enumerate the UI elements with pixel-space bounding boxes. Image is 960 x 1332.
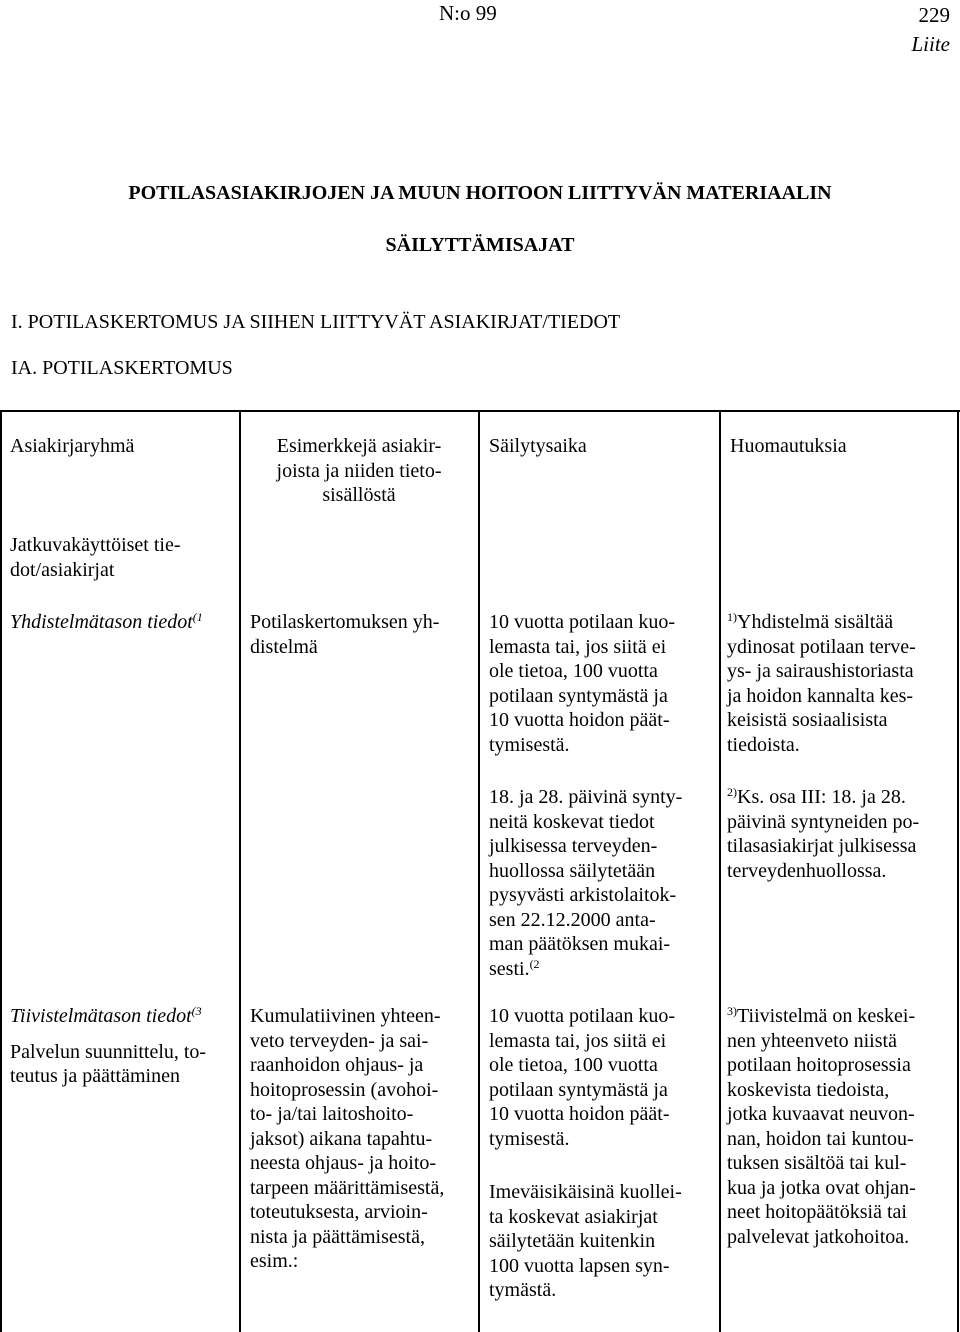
row2-retention-line: tymisestä. <box>489 1127 570 1150</box>
row1-retention2-line: sen 22.12.2000 anta- <box>489 908 656 931</box>
column-header-examples-line: joista ja niiden tieto- <box>276 459 442 482</box>
row2-examples-line: to- ja/tai laitoshoito- <box>250 1103 414 1125</box>
row2-examples <box>250 1004 444 1274</box>
row1-notes2-footnote: 2) <box>727 785 737 799</box>
page-header-right <box>911 1 950 59</box>
row2-retention-line: 10 vuotta potilaan kuo- <box>489 1005 676 1027</box>
row1-retention2-line: sesti. <box>489 957 530 980</box>
row1-retention2-line: huollossa säilytetään <box>489 859 656 882</box>
row1-notes2-line: tilasasiakirjat julkisessa <box>727 835 917 857</box>
row1-notes2-line: terveydenhuollossa. <box>727 859 887 882</box>
row2-examples-line: Kumulatiivinen yhteen- <box>250 1005 441 1027</box>
row1-notes-line: ydinosat potilaan terve- <box>727 635 916 658</box>
row2-examples-line: veto terveyden- ja sai- <box>250 1029 429 1052</box>
row1-examples-line: distelmä <box>250 635 318 658</box>
row1-retention2-line: 18. ja 28. päivinä synty- <box>489 786 683 808</box>
row1-examples <box>250 610 439 659</box>
row1-retention-line: tymisestä. <box>489 733 570 756</box>
row2-group-footnote: (3 <box>191 1004 202 1018</box>
row2-examples-line: esim.: <box>250 1250 299 1272</box>
table-column-divider-1 <box>239 411 241 1332</box>
row2-examples-line: hoitoprosessin (avohoi- <box>250 1078 439 1101</box>
table-top-border <box>0 410 960 412</box>
document-title-line1: POTILASASIAKIRJOJEN JA MUUN HOITOON LIITTYVÄN MATERIAALIN <box>128 182 832 204</box>
row2-retention-line: lemasta tai, jos siitä ei <box>489 1029 667 1052</box>
row1-notes-line: ja hoidon kannalta kes- <box>727 684 914 707</box>
row1-retention2-line: julkisessa terveyden- <box>489 835 658 857</box>
row2-group-text: Tiivistelmätason tiedot <box>10 1005 192 1027</box>
issue-number: N:o 99 <box>439 1 497 25</box>
column-header-retention: Säilytysaika <box>489 435 587 457</box>
row2-notes-line: tuksen sisältöä tai kul- <box>727 1152 907 1174</box>
column-header-examples-line: sisällöstä <box>322 484 396 506</box>
appendix-label: Liite <box>911 32 950 56</box>
row2-retention2-line: ta koskevat asiakirjat <box>489 1205 658 1228</box>
column-header-examples-line: Esimerkkejä asiakir- <box>276 435 442 457</box>
row1-notes-first-line <box>727 610 916 635</box>
row2-notes-first-line <box>727 1004 916 1029</box>
row1-notes-line: ys- ja sairaushistoriasta <box>727 660 914 682</box>
row2-retention-line: 10 vuotta hoidon päät- <box>489 1103 670 1125</box>
row2-retention-line: ole tietoa, 100 vuotta <box>489 1054 658 1076</box>
row1-group-text: Yhdistelmätason tiedot <box>10 611 193 633</box>
row2-notes-line: palvelevat jatkohoitoa. <box>727 1225 910 1248</box>
page-number: 229 <box>918 3 950 27</box>
column-header-examples <box>240 434 478 508</box>
row1-notes-line: tiedoista. <box>727 733 800 756</box>
row1-retention-line: lemasta tai, jos siitä ei <box>489 635 667 658</box>
row1-notes-line: Yhdistelmä sisältää <box>737 611 894 633</box>
table-border-left <box>0 411 2 1332</box>
row2-notes-line: neet hoitopäätöksiä tai <box>727 1201 907 1223</box>
row2-retention2-line: Imeväisikäisinä kuollei- <box>489 1181 682 1203</box>
row2-examples-line: nista ja päättämisestä, <box>250 1225 425 1248</box>
row1-retention-line: potilaan syntymästä ja <box>489 684 668 707</box>
group-continuous-line: Jatkuvakäyttöiset tie- <box>10 534 181 556</box>
row2-examples-line: raanhoidon ohjaus- ja <box>250 1054 424 1076</box>
table-border-right <box>957 411 959 1332</box>
row2-group-title <box>10 1004 206 1029</box>
row1-retention-line: 10 vuotta hoidon päät- <box>489 709 670 731</box>
section-heading: I. POTILASKERTOMUS JA SIIHEN LIITTYVÄT ASIAKIRJAT/TIEDOT <box>11 311 621 333</box>
row1-retention2-line: man päätöksen mukai- <box>489 933 671 955</box>
row2-retention2-line: tymästä. <box>489 1279 557 1301</box>
table-column-divider-3 <box>719 411 721 1332</box>
row2-examples-line: tarpeen määrittämisestä, <box>250 1176 445 1199</box>
row1-group <box>10 610 203 635</box>
column-header-group: Asiakirjaryhmä <box>10 435 135 457</box>
group-continuous-line: dot/asiakirjat <box>10 558 115 581</box>
row1-retention2-footnote: (2 <box>529 956 540 971</box>
row1-retention2-line: pysyvästi arkistolaitok- <box>489 884 677 906</box>
row1-retention-line: 10 vuotta potilaan kuo- <box>489 611 676 633</box>
row2-group-sub-line: Palvelun suunnittelu, to- <box>10 1040 207 1063</box>
row1-examples-line: Potilaskertomuksen yh- <box>250 611 440 633</box>
row2-retention-1 <box>489 1004 675 1151</box>
row2-notes <box>727 1004 916 1249</box>
row2-retention-2 <box>489 1180 682 1303</box>
column-header-notes: Huomautuksia <box>730 435 847 457</box>
row2-group-sub <box>10 1040 206 1089</box>
row2-notes-line: kua ja jotka ovat ohjan- <box>727 1176 916 1199</box>
row1-notes-footnote: 1) <box>727 610 737 624</box>
row2-examples-line: toteutuksesta, arvioin- <box>250 1201 428 1223</box>
row1-retention-1 <box>489 610 675 757</box>
row1-notes2-first-line <box>727 785 919 810</box>
subsection-heading: IA. POTILASKERTOMUS <box>11 357 233 379</box>
row1-notes-1 <box>727 610 916 757</box>
row2-group <box>10 1004 206 1089</box>
row2-notes-line: koskevista tiedoista, <box>727 1078 890 1101</box>
row2-notes-line: potilaan hoitoprosessia <box>727 1054 911 1076</box>
row2-examples-line: neesta ohjaus- ja hoito- <box>250 1152 437 1174</box>
row1-notes2-line: Ks. osa III: 18. ja 28. <box>737 786 906 808</box>
row1-retention2-last-line <box>489 957 682 982</box>
row2-notes-footnote: 3) <box>727 1004 737 1018</box>
row2-retention2-line: säilytetään kuitenkin <box>489 1230 656 1252</box>
row2-group-sub-line: teutus ja päättäminen <box>10 1065 180 1087</box>
document-title-line2: SÄILYTTÄMISAJAT <box>385 234 575 256</box>
group-continuous-label <box>10 533 181 582</box>
row1-retention-2 <box>489 785 682 981</box>
row1-group-footnote: (1 <box>192 610 203 624</box>
row2-retention-line: potilaan syntymästä ja <box>489 1078 668 1101</box>
row1-retention2-line: neitä koskevat tiedot <box>489 810 655 833</box>
row2-notes-line: Tiivistelmä on keskei- <box>737 1005 916 1027</box>
row2-notes-line: nen yhteenveto niistä <box>727 1029 897 1052</box>
row2-examples-line: jaksot) aikana tapahtu- <box>250 1127 433 1150</box>
table-column-divider-2 <box>478 411 480 1332</box>
row1-retention-line: ole tietoa, 100 vuotta <box>489 660 658 682</box>
row1-notes-line: keisistä sosiaalisista <box>727 709 888 731</box>
row2-retention2-line: 100 vuotta lapsen syn- <box>489 1254 670 1277</box>
row1-notes-2 <box>727 785 919 883</box>
row2-notes-line: jotka kuvaavat neuvon- <box>727 1103 915 1125</box>
row1-notes2-line: päivinä syntyneiden po- <box>727 810 920 833</box>
row2-notes-line: nan, hoidon tai kuntou- <box>727 1127 914 1150</box>
